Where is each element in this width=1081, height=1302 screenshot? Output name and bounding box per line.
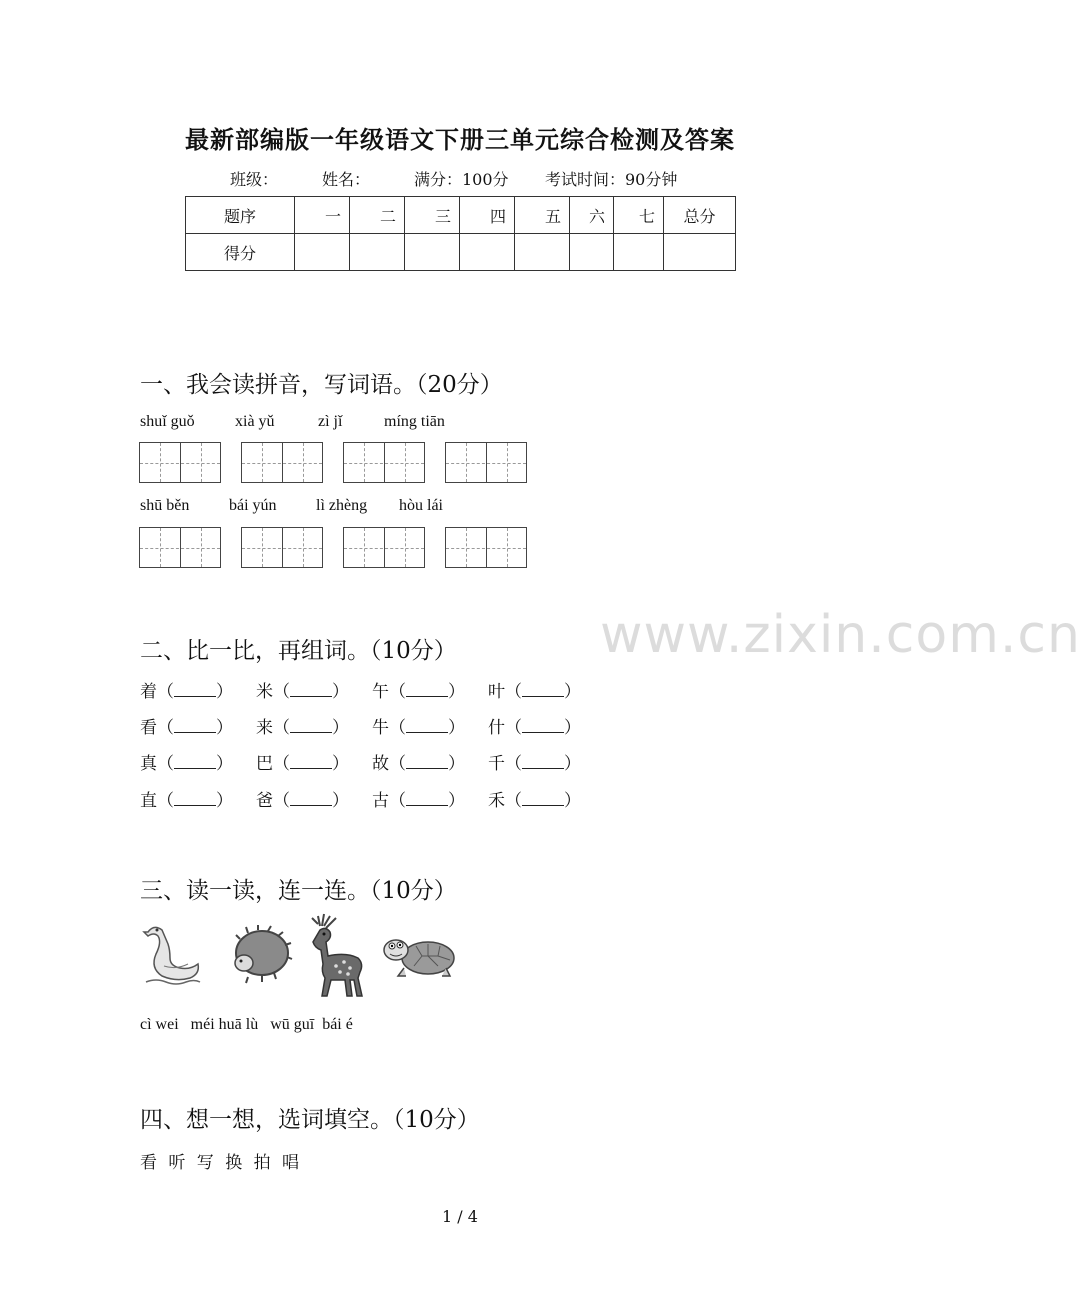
answer-blank[interactable] bbox=[290, 718, 332, 733]
compare-item bbox=[140, 713, 233, 738]
close-paren: ） bbox=[564, 754, 581, 774]
writing-grid[interactable] bbox=[139, 442, 221, 483]
score-input-cell[interactable] bbox=[460, 234, 515, 271]
open-paren: （ bbox=[157, 718, 174, 738]
pinyin-label: lì zhèng bbox=[316, 497, 368, 514]
compare-character: 直 bbox=[140, 791, 157, 811]
swan-icon bbox=[140, 920, 204, 990]
watermark: www.zixin.com.cn bbox=[600, 605, 1081, 665]
compare-character: 米 bbox=[256, 682, 273, 702]
score-input-cell[interactable] bbox=[295, 234, 350, 271]
close-paren: ） bbox=[216, 682, 233, 702]
open-paren: （ bbox=[389, 754, 406, 774]
table-cell: 一 bbox=[295, 197, 350, 234]
deer-icon bbox=[302, 912, 366, 1000]
name-label: 姓名： bbox=[322, 170, 371, 189]
compare-character: 看 bbox=[140, 718, 157, 738]
answer-blank[interactable] bbox=[174, 718, 216, 733]
writing-grid[interactable] bbox=[139, 527, 221, 568]
compare-character: 真 bbox=[140, 754, 157, 774]
compare-item bbox=[140, 677, 233, 702]
close-paren: ） bbox=[332, 682, 349, 702]
open-paren: （ bbox=[273, 682, 290, 702]
close-paren: ） bbox=[448, 682, 465, 702]
compare-item bbox=[256, 749, 349, 774]
open-paren: （ bbox=[505, 682, 522, 702]
compare-character: 来 bbox=[256, 718, 273, 738]
table-cell: 得分 bbox=[186, 234, 295, 271]
section-1-heading: 一、我会读拼音，写词语。（20分） bbox=[140, 372, 503, 398]
writing-grid[interactable] bbox=[343, 442, 425, 483]
compare-item bbox=[140, 786, 233, 811]
section-3-heading: 三、读一读，连一连。（10分） bbox=[140, 878, 457, 904]
compare-item bbox=[488, 749, 581, 774]
hedgehog-icon bbox=[228, 925, 292, 985]
open-paren: （ bbox=[505, 754, 522, 774]
animal-pinyin-labels: cì wei méi huā lù wū guī bái é bbox=[140, 1016, 353, 1033]
open-paren: （ bbox=[157, 791, 174, 811]
writing-grid[interactable] bbox=[445, 442, 527, 483]
full-score-label: 满分：100分 bbox=[414, 170, 509, 189]
compare-item bbox=[488, 713, 581, 738]
compare-item bbox=[140, 749, 233, 774]
compare-character: 禾 bbox=[488, 791, 505, 811]
compare-character: 午 bbox=[372, 682, 389, 702]
page-title: 最新部编版一年级语文下册三单元综合检测及答案 bbox=[185, 125, 735, 154]
answer-blank[interactable] bbox=[522, 754, 564, 769]
pinyin-label: hòu lái bbox=[399, 497, 443, 514]
compare-character: 什 bbox=[488, 718, 505, 738]
answer-blank[interactable] bbox=[174, 754, 216, 769]
pinyin-label: shū běn bbox=[140, 497, 190, 514]
section-2-heading: 二、比一比，再组词。（10分） bbox=[140, 638, 457, 664]
score-table-score-row bbox=[186, 234, 736, 271]
compare-item bbox=[256, 677, 349, 702]
open-paren: （ bbox=[389, 682, 406, 702]
page-number: 1 / 4 bbox=[442, 1207, 478, 1226]
answer-blank[interactable] bbox=[174, 791, 216, 806]
pinyin-label: xià yǔ bbox=[235, 413, 275, 430]
score-input-cell[interactable] bbox=[664, 234, 736, 271]
answer-blank[interactable] bbox=[290, 682, 332, 697]
open-paren: （ bbox=[505, 791, 522, 811]
answer-blank[interactable] bbox=[406, 718, 448, 733]
open-paren: （ bbox=[389, 718, 406, 738]
table-cell: 题序 bbox=[186, 197, 295, 234]
open-paren: （ bbox=[157, 754, 174, 774]
answer-blank[interactable] bbox=[406, 682, 448, 697]
writing-grid[interactable] bbox=[241, 527, 323, 568]
compare-character: 爸 bbox=[256, 791, 273, 811]
compare-item bbox=[372, 749, 465, 774]
compare-item bbox=[372, 786, 465, 811]
compare-item bbox=[372, 677, 465, 702]
pinyin-label: shuǐ guǒ bbox=[140, 413, 195, 430]
close-paren: ） bbox=[216, 754, 233, 774]
answer-blank[interactable] bbox=[522, 718, 564, 733]
table-cell: 六 bbox=[570, 197, 614, 234]
pinyin-label: bái yún bbox=[229, 497, 277, 514]
open-paren: （ bbox=[273, 718, 290, 738]
score-input-cell[interactable] bbox=[570, 234, 614, 271]
compare-character: 故 bbox=[372, 754, 389, 774]
compare-item bbox=[256, 786, 349, 811]
close-paren: ） bbox=[332, 718, 349, 738]
close-paren: ） bbox=[332, 791, 349, 811]
open-paren: （ bbox=[157, 682, 174, 702]
writing-grid[interactable] bbox=[343, 527, 425, 568]
compare-character: 牛 bbox=[372, 718, 389, 738]
score-table-header-row bbox=[186, 197, 736, 234]
compare-character: 叶 bbox=[488, 682, 505, 702]
answer-blank[interactable] bbox=[290, 791, 332, 806]
close-paren: ） bbox=[448, 718, 465, 738]
close-paren: ） bbox=[448, 791, 465, 811]
section-4-heading: 四、想一想，选词填空。（10分） bbox=[140, 1107, 480, 1133]
score-input-cell[interactable] bbox=[405, 234, 460, 271]
class-label: 班级： bbox=[230, 170, 279, 189]
compare-item bbox=[488, 786, 581, 811]
score-input-cell[interactable] bbox=[515, 234, 570, 271]
compare-item bbox=[256, 713, 349, 738]
exam-time-label: 考试时间：90分钟 bbox=[545, 170, 678, 189]
compare-character: 千 bbox=[488, 754, 505, 774]
answer-blank[interactable] bbox=[522, 682, 564, 697]
compare-character: 古 bbox=[372, 791, 389, 811]
close-paren: ） bbox=[564, 791, 581, 811]
close-paren: ） bbox=[564, 718, 581, 738]
answer-blank[interactable] bbox=[174, 682, 216, 697]
score-input-cell[interactable] bbox=[614, 234, 664, 271]
answer-blank[interactable] bbox=[290, 754, 332, 769]
compare-item bbox=[372, 713, 465, 738]
table-cell: 七 bbox=[614, 197, 664, 234]
open-paren: （ bbox=[273, 791, 290, 811]
table-cell: 四 bbox=[460, 197, 515, 234]
close-paren: ） bbox=[332, 754, 349, 774]
table-cell: 二 bbox=[350, 197, 405, 234]
table-cell: 五 bbox=[515, 197, 570, 234]
writing-grid[interactable] bbox=[445, 527, 527, 568]
pinyin-label: zì jǐ bbox=[318, 413, 343, 430]
score-input-cell[interactable] bbox=[350, 234, 405, 271]
writing-grid[interactable] bbox=[241, 442, 323, 483]
close-paren: ） bbox=[216, 718, 233, 738]
table-cell: 总分 bbox=[664, 197, 736, 234]
word-bank: 看 听 写 换 拍 唱 bbox=[140, 1153, 300, 1173]
answer-blank[interactable] bbox=[522, 791, 564, 806]
close-paren: ） bbox=[448, 754, 465, 774]
answer-blank[interactable] bbox=[406, 754, 448, 769]
pinyin-label: míng tiān bbox=[384, 413, 445, 430]
compare-character: 着 bbox=[140, 682, 157, 702]
score-table bbox=[185, 196, 736, 271]
compare-item bbox=[488, 677, 581, 702]
close-paren: ） bbox=[564, 682, 581, 702]
answer-blank[interactable] bbox=[406, 791, 448, 806]
open-paren: （ bbox=[273, 754, 290, 774]
compare-character: 巴 bbox=[256, 754, 273, 774]
table-cell: 三 bbox=[405, 197, 460, 234]
open-paren: （ bbox=[389, 791, 406, 811]
turtle-icon bbox=[380, 932, 460, 984]
open-paren: （ bbox=[505, 718, 522, 738]
close-paren: ） bbox=[216, 791, 233, 811]
